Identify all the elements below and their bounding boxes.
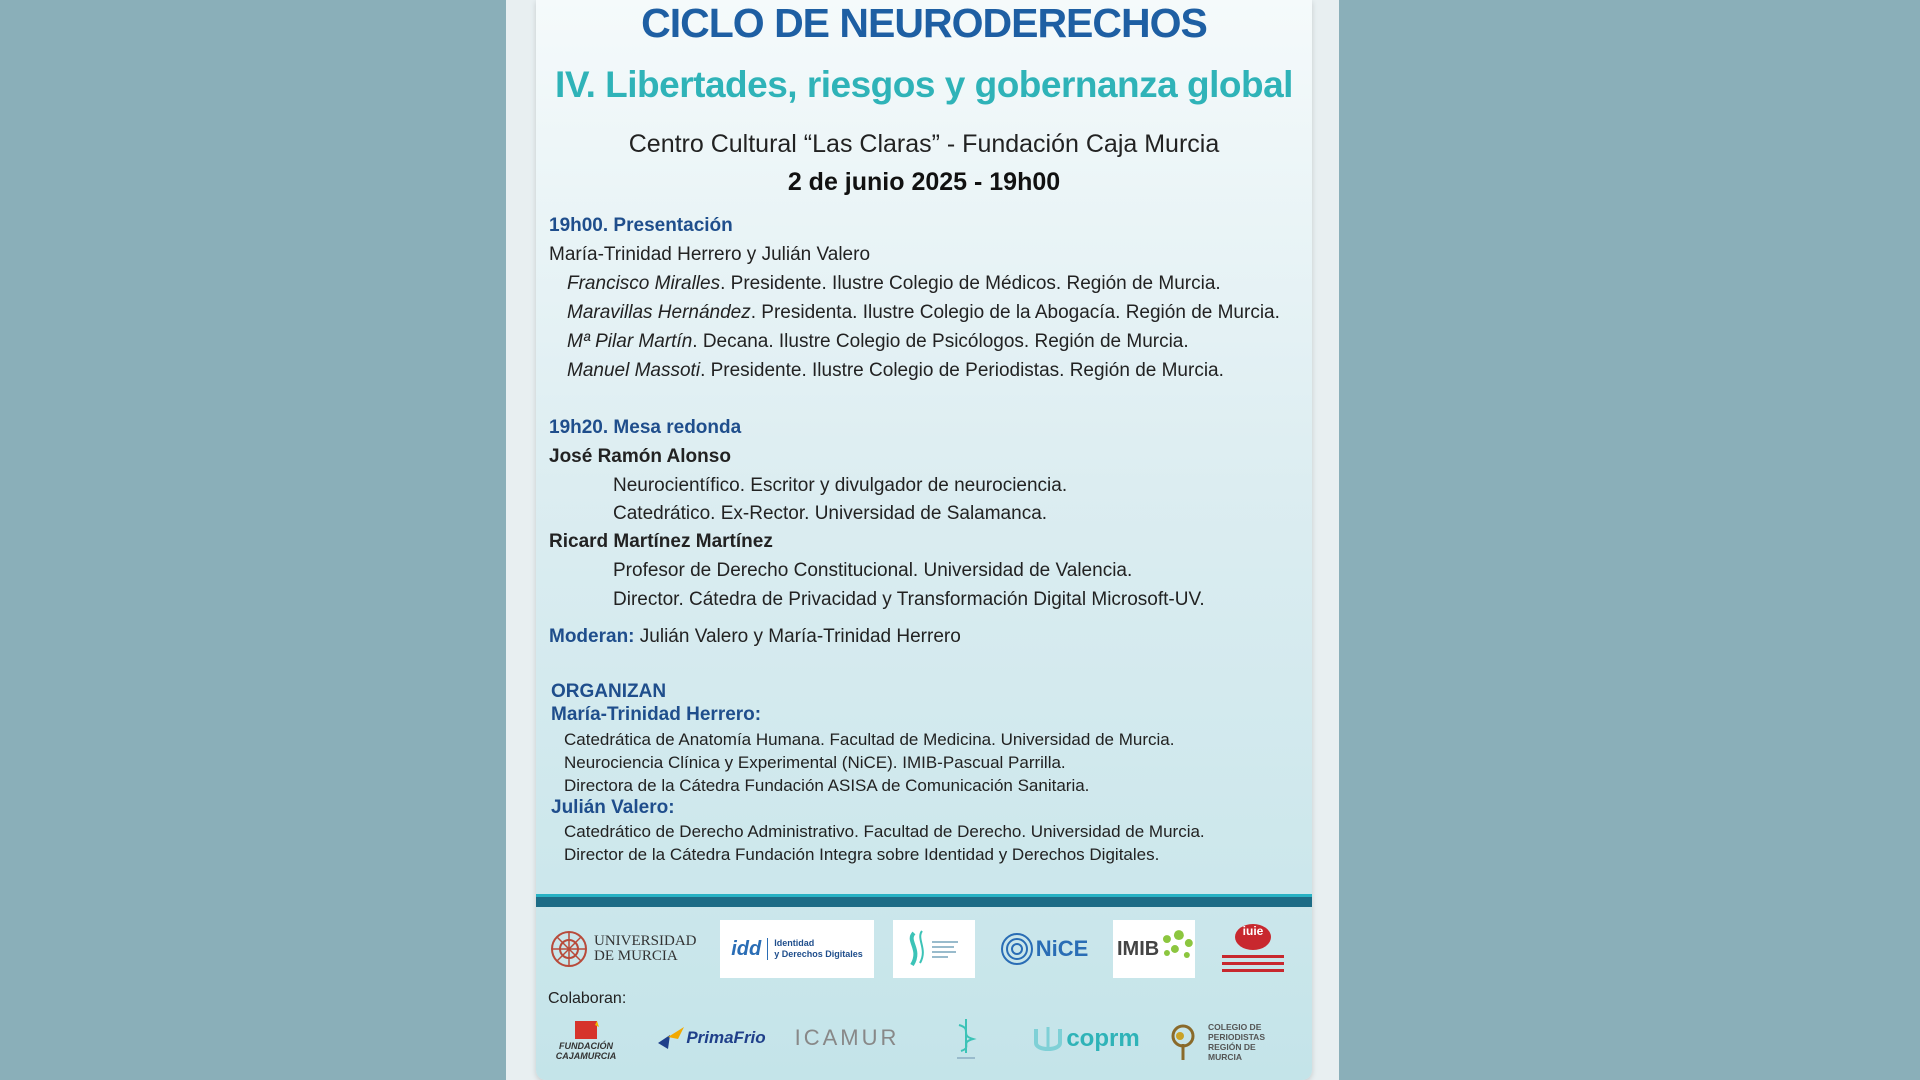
speaker-name: Manuel Massoti bbox=[567, 360, 701, 381]
universidad-murcia-logo bbox=[550, 925, 700, 973]
colegio-periodistas-logo bbox=[1166, 1016, 1288, 1068]
periodistas-line4: MURCIA bbox=[1208, 1052, 1242, 1062]
catedra-asisa-icon bbox=[904, 927, 964, 971]
icamur-logo bbox=[788, 1018, 906, 1058]
speaker-name: Francisco Miralles bbox=[567, 273, 721, 294]
event-date: 2 de junio 2025 - 19h00 bbox=[787, 168, 1061, 196]
colegio-medicos-logo bbox=[941, 1012, 991, 1068]
panelist-bio: Neurocientífico. Escritor y divulgador de neurociencia. bbox=[613, 475, 1068, 496]
organizer-bio: Catedrático de Derecho Administrativo. Facultad de Derecho. Universidad de Murcia. bbox=[564, 822, 1205, 841]
primafrio-logo bbox=[650, 1018, 772, 1058]
organizers-heading: ORGANIZAN bbox=[551, 681, 667, 702]
organizer-name: María-Trinidad Herrero: bbox=[551, 704, 762, 725]
speaker-role: . Presidente. Ilustre Colegio de Periodistas. Región de Murcia. bbox=[700, 360, 1224, 381]
primafrio-bird-icon bbox=[656, 1023, 686, 1053]
icamur-wordmark: ICAMUR bbox=[794, 1025, 900, 1050]
collaborators-label: Colaboran: bbox=[548, 990, 627, 1007]
iuie-text-lines-icon bbox=[1218, 952, 1288, 976]
coprm-wordmark: coprm bbox=[1066, 1025, 1140, 1052]
um-name-line1: UNIVERSIDAD bbox=[594, 933, 697, 949]
cajamurcia-text: FUNDACIÓN CAJAMURCIA bbox=[555, 1041, 617, 1061]
section-divider bbox=[536, 894, 1312, 907]
periodistas-tree-icon bbox=[1166, 1022, 1200, 1062]
organizer-bio: Directora de la Cátedra Fundación ASISA de Comunicación Sanitaria. bbox=[564, 776, 1090, 795]
idd-mark: idd bbox=[731, 937, 762, 960]
speaker-role: . Presidente. Ilustre Colegio de Médicos. Región de Murcia. bbox=[720, 273, 1221, 294]
moderators-label: Moderan: bbox=[549, 626, 635, 647]
moderators-line bbox=[549, 626, 961, 648]
poster-card bbox=[536, 0, 1312, 1080]
panelist-bio: Profesor de Derecho Constitucional. Universidad de Valencia. bbox=[613, 560, 1133, 581]
panelist-bio: Catedrático. Ex-Rector. Universidad de Salamanca. bbox=[613, 503, 1048, 524]
speaker-line bbox=[567, 273, 1221, 295]
um-name-line2: DE MURCIA bbox=[594, 948, 678, 964]
nice-logo bbox=[998, 925, 1090, 973]
event-title: CICLO DE NEURODERECHOS bbox=[641, 0, 1207, 46]
panelist-name: Ricard Martínez Martínez bbox=[549, 531, 773, 552]
presentation-heading: 19h00. Presentación bbox=[549, 215, 733, 236]
speaker-line bbox=[567, 360, 1224, 382]
caduceus-icon bbox=[953, 1015, 979, 1065]
um-seal-icon bbox=[550, 930, 588, 968]
event-venue: Centro Cultural “Las Claras” - Fundación Caja Murcia bbox=[628, 130, 1220, 158]
speaker-name: Maravillas Hernández bbox=[567, 302, 751, 323]
idd-line2: y Derechos Digitales bbox=[774, 949, 863, 959]
speaker-line bbox=[567, 331, 1189, 353]
asisa-catedra-logo bbox=[893, 920, 975, 978]
cajamurcia-mark-icon bbox=[573, 1019, 599, 1041]
presentation-hosts: María-Trinidad Herrero y Julián Valero bbox=[549, 244, 871, 265]
moderators-names: Julián Valero y María-Trinidad Herrero bbox=[634, 626, 961, 647]
idd-logo bbox=[720, 920, 874, 978]
organizer-bio: Catedrática de Anatomía Humana. Facultad de Medicina. Universidad de Murcia. bbox=[564, 730, 1175, 749]
idd-line1: Identidad bbox=[774, 938, 815, 948]
primafrio-wordmark: PrimaFrio bbox=[686, 1028, 766, 1047]
round-table-heading: 19h20. Mesa redonda bbox=[549, 417, 742, 438]
imib-wordmark: IMIB bbox=[1117, 937, 1160, 960]
coprm-logo bbox=[1026, 1016, 1146, 1062]
organizer-name: Julián Valero: bbox=[551, 797, 675, 818]
organizer-bio: Director de la Cátedra Fundación Integra sobre Identidad y Derechos Digitales. bbox=[564, 845, 1160, 864]
nice-spiral-icon bbox=[1000, 932, 1034, 966]
organizer-bio: Neurociencia Clínica y Experimental (NiCE). IMIB-Pascual Parrilla. bbox=[564, 753, 1066, 772]
speaker-name: Mª Pilar Martín bbox=[567, 331, 693, 352]
imib-molecule-icon bbox=[1159, 929, 1195, 969]
speaker-role: . Presidenta. Ilustre Colegio de la Abogacía. Región de Murcia. bbox=[750, 302, 1280, 323]
nice-wordmark: NiCE bbox=[1035, 936, 1089, 961]
periodistas-line1: COLEGIO DE bbox=[1208, 1022, 1262, 1032]
imib-logo bbox=[1113, 920, 1195, 978]
iuie-logo bbox=[1214, 916, 1292, 982]
panelist-name: José Ramón Alonso bbox=[549, 446, 731, 467]
speaker-role: . Decana. Ilustre Colegio de Psicólogos. Región de Murcia. bbox=[692, 331, 1189, 352]
psychology-u-icon bbox=[1032, 1023, 1064, 1055]
periodistas-line2: PERIODISTAS bbox=[1208, 1032, 1265, 1042]
speaker-line bbox=[567, 302, 1280, 324]
panelist-bio: Director. Cátedra de Privacidad y Transformación Digital Microsoft-UV. bbox=[613, 589, 1205, 610]
event-subtitle: IV. Libertades, riesgos y gobernanza global bbox=[555, 64, 1293, 105]
poster-page bbox=[506, 0, 1339, 1080]
periodistas-line3: REGIÓN DE bbox=[1208, 1042, 1256, 1052]
fundacion-cajamurcia-logo bbox=[546, 1014, 626, 1066]
iuie-wordmark: iuie bbox=[1242, 924, 1264, 938]
